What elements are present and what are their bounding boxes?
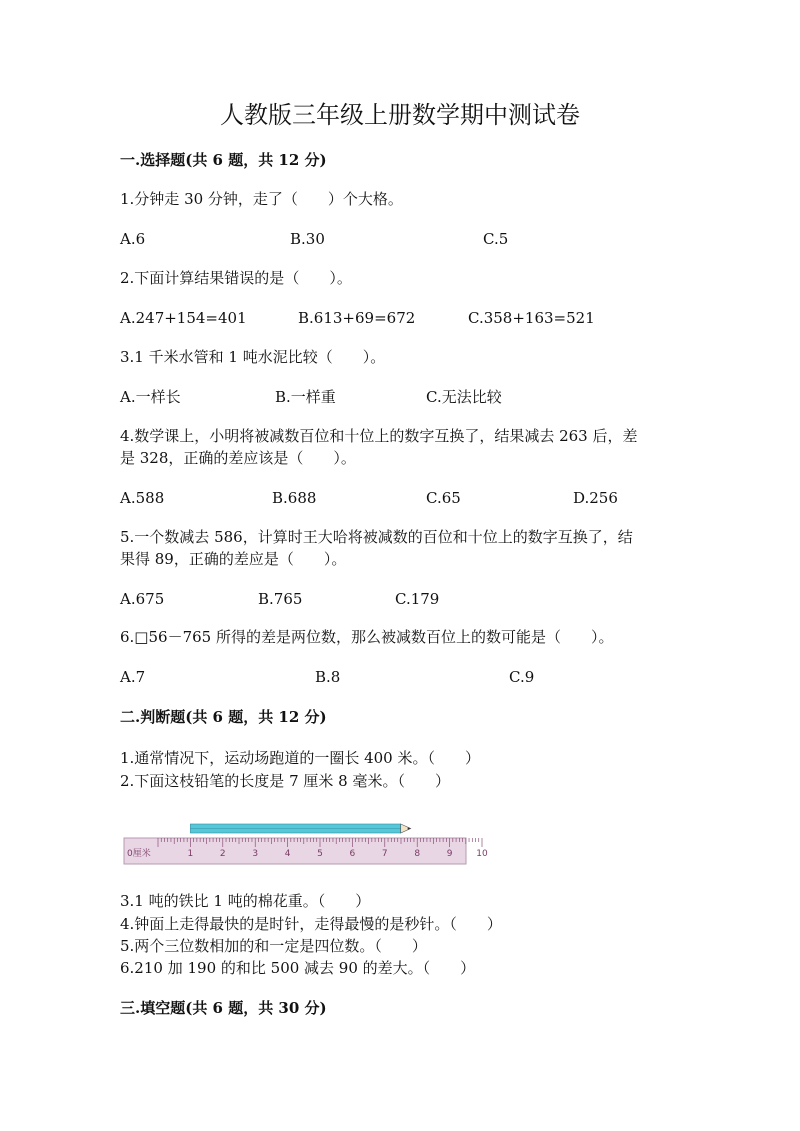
option-1b[interactable]: B.30 (290, 230, 325, 248)
option-6c[interactable]: C.9 (509, 668, 535, 686)
pencil (190, 824, 410, 833)
ruler-tick-label: 1 (187, 849, 194, 859)
option-6b[interactable]: B.8 (315, 668, 341, 686)
judge-5: 5.两个三位数相加的和一定是四位数。（ ） (120, 937, 427, 955)
judge-4: 4.钟面上走得最快的是时针，走得最慢的是秒针。（ ） (120, 915, 502, 933)
option-4d[interactable]: D.256 (573, 489, 618, 507)
ruler-tick-label: 6 (349, 849, 356, 859)
option-2a[interactable]: A.247+154=401 (120, 309, 247, 327)
pencil-ruler-figure (122, 818, 488, 870)
judge-3: 3.1 吨的铁比 1 吨的棉花重。（ ） (120, 892, 371, 910)
question-4-line2: 是 328，正确的差应该是（ ）。 (120, 449, 356, 467)
ruler-unit-label: 0厘米 (127, 849, 151, 859)
option-4a[interactable]: A.588 (120, 489, 165, 507)
option-5c[interactable]: C.179 (395, 590, 440, 608)
question-1: 1.分钟走 30 分钟，走了（ ）个大格。 (120, 190, 403, 208)
option-1a[interactable]: A.6 (120, 230, 146, 248)
judge-1: 1.通常情况下，运动场跑道的一圈长 400 米。（ ） (120, 749, 480, 767)
question-5-line1: 5.一个数减去 586，计算时王大哈将被减数的百位和十位上的数字互换了，结 (120, 528, 633, 546)
ruler-tick-label: 10 (476, 849, 488, 859)
section-heading-fill: 三.填空题(共 6 题，共 30 分) (120, 999, 327, 1017)
option-3a[interactable]: A.一样长 (120, 388, 181, 406)
question-4-line1: 4.数学课上，小明将被减数百位和十位上的数字互换了，结果减去 263 后，差 (120, 427, 638, 445)
ruler-tick-label: 8 (414, 849, 421, 859)
option-4b[interactable]: B.688 (272, 489, 317, 507)
ruler-tick-label: 7 (381, 849, 388, 859)
judge-2: 2.下面这枝铅笔的长度是 7 厘米 8 毫米。（ ） (120, 772, 450, 790)
ruler-tick-label: 5 (317, 849, 323, 859)
page-title: 人教版三年级上册数学期中测试卷 (220, 101, 580, 129)
ruler-tick-label: 2 (219, 849, 226, 859)
ruler-tick-label: 4 (284, 849, 291, 859)
option-3b[interactable]: B.一样重 (275, 388, 336, 406)
question-3: 3.1 千米水管和 1 吨水泥比较（ ）。 (120, 348, 386, 366)
judge-6: 6.210 加 190 的和比 500 减去 90 的差大。（ ） (120, 959, 476, 977)
option-5a[interactable]: A.675 (120, 590, 165, 608)
option-2b[interactable]: B.613+69=672 (298, 309, 416, 327)
section-heading-judge: 二.判断题(共 6 题，共 12 分) (120, 708, 327, 726)
section-heading-choice: 一.选择题(共 6 题，共 12 分) (120, 151, 327, 169)
question-6: 6.□56－765 所得的差是两位数，那么被减数百位上的数可能是（ ）。 (120, 628, 614, 646)
option-1c[interactable]: C.5 (483, 230, 509, 248)
question-5-line2: 果得 89，正确的差应是（ ）。 (120, 550, 347, 568)
question-2: 2.下面计算结果错误的是（ ）。 (120, 269, 352, 287)
option-2c[interactable]: C.358+163=521 (468, 309, 595, 327)
option-3c[interactable]: C.无法比较 (426, 388, 502, 406)
option-6a[interactable]: A.7 (120, 668, 146, 686)
ruler-tick-label: 3 (252, 849, 259, 859)
option-5b[interactable]: B.765 (258, 590, 303, 608)
option-4c[interactable]: C.65 (426, 489, 461, 507)
ruler-tick-label: 9 (446, 849, 453, 859)
